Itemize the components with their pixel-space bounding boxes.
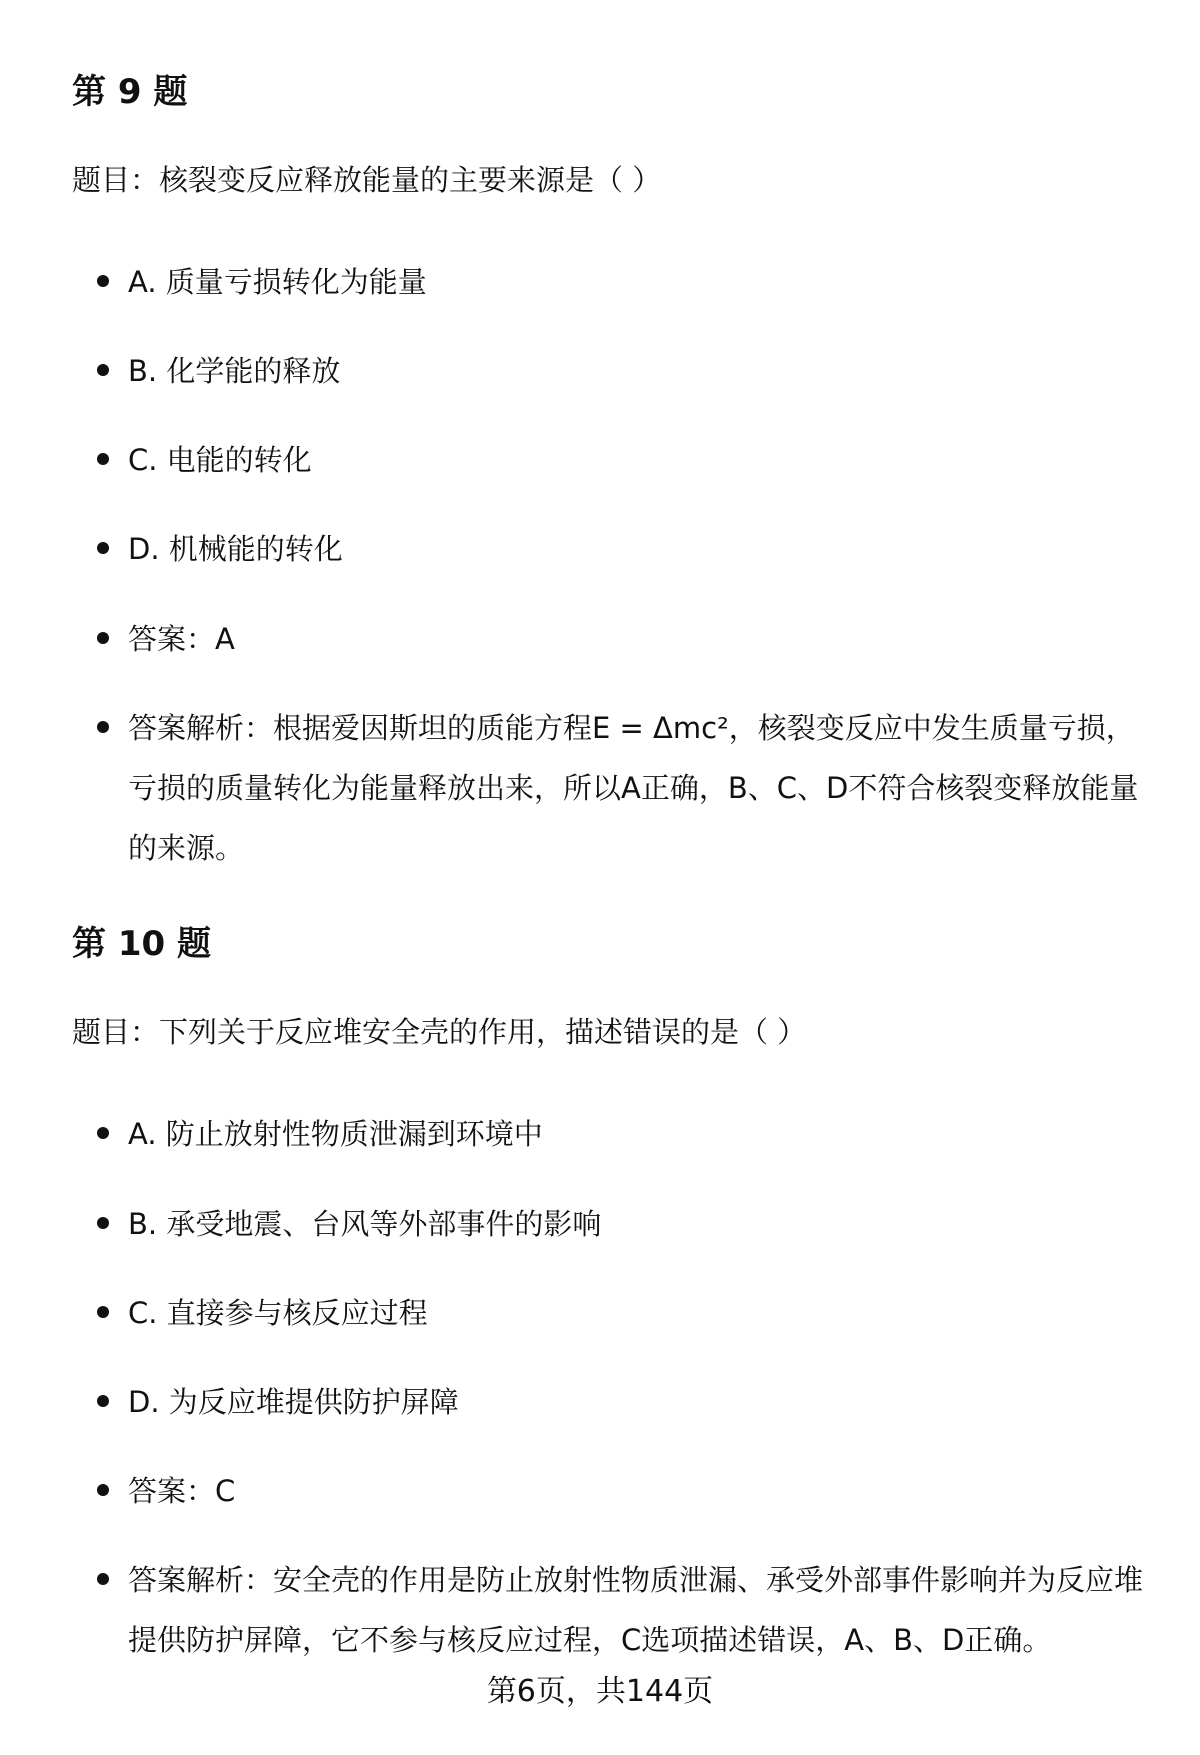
- question-9-option-a: A. 质量亏损转化为能量: [128, 265, 427, 299]
- question-10-option-d: D. 为反应堆提供防护屏障: [128, 1385, 459, 1419]
- bullet-icon: [97, 632, 109, 644]
- bullet-icon: [97, 453, 109, 465]
- bullet-icon: [97, 275, 109, 287]
- bullet-icon: [97, 1217, 109, 1229]
- question-10-option-a: A. 防止放射性物质泄漏到环境中: [128, 1117, 543, 1151]
- page-footer: 第6页，共144页: [486, 1674, 714, 1709]
- bullet-icon: [97, 1573, 109, 1585]
- bullet-icon: [97, 364, 109, 376]
- question-10-option-b: B. 承受地震、台风等外部事件的影响: [128, 1207, 602, 1241]
- bullet-icon: [97, 1484, 109, 1496]
- question-9-answer: 答案：A: [128, 622, 235, 656]
- question-10-heading: 第 10 题: [72, 924, 211, 964]
- bullet-icon: [97, 1306, 109, 1318]
- question-10-option-c: C. 直接参与核反应过程: [128, 1296, 428, 1330]
- question-9-option-c: C. 电能的转化: [128, 443, 312, 477]
- question-9-option-b: B. 化学能的释放: [128, 354, 341, 388]
- bullet-icon: [97, 542, 109, 554]
- question-9-analysis: 答案解析：根据爱因斯坦的质能方程E = Δmc²，核裂变反应中发生质量亏损，亏损的质量转化为能量释放出来，所以A正确，B、C、D不符合核裂变释放能量的来源。: [128, 711, 1139, 865]
- question-10-answer: 答案：C: [128, 1474, 236, 1508]
- bullet-icon: [97, 721, 109, 733]
- bullet-icon: [97, 1395, 109, 1407]
- question-9-option-d: D. 机械能的转化: [128, 532, 343, 566]
- question-10-stem: 题目：下列关于反应堆安全壳的作用，描述错误的是（ ）: [72, 1015, 807, 1049]
- question-9-heading: 第 9 题: [72, 72, 188, 112]
- question-9-stem: 题目：核裂变反应释放能量的主要来源是（ ）: [72, 163, 662, 197]
- question-10-analysis: 答案解析：安全壳的作用是防止放射性物质泄漏、承受外部事件影响并为反应堆提供防护屏障，它不参与核反应过程，C选项描述错误，A、B、D正确。: [128, 1563, 1144, 1657]
- bullet-icon: [97, 1127, 109, 1139]
